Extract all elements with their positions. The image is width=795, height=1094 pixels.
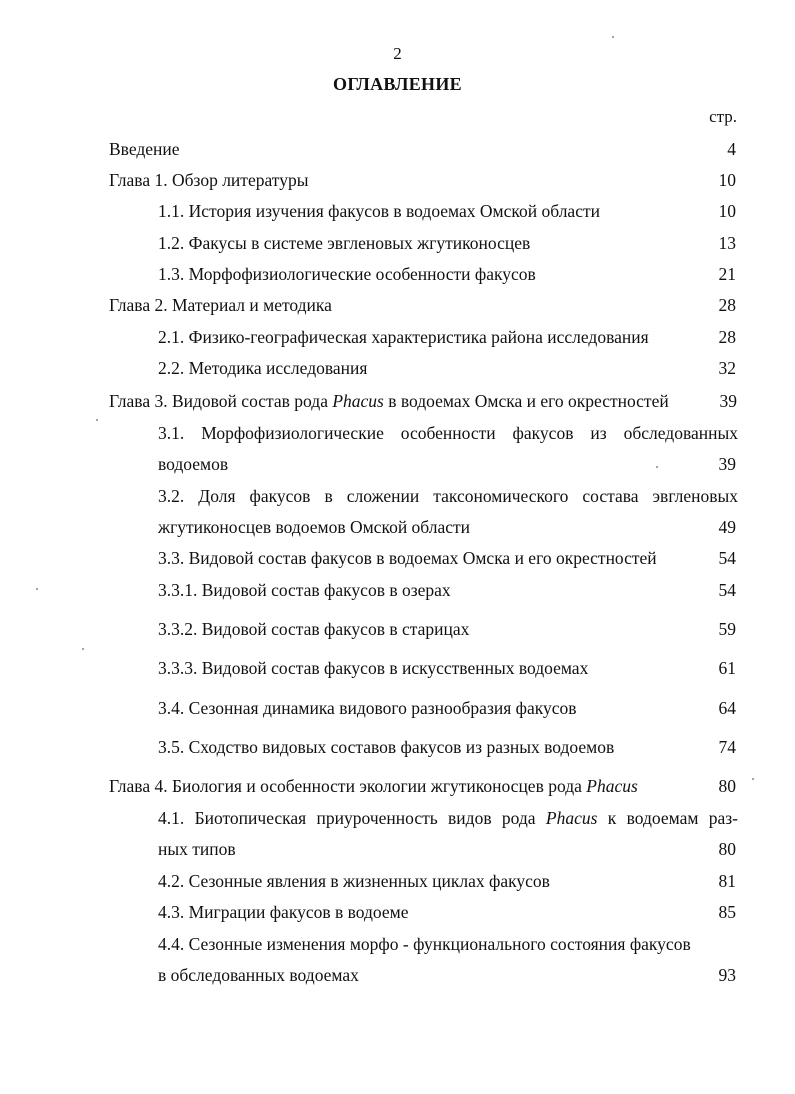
toc-entry-page: 32	[718, 358, 736, 378]
toc-entry-page: 85	[718, 902, 736, 922]
toc-entry	[0, 696, 795, 720]
scan-speck	[96, 419, 98, 421]
toc-entry	[0, 617, 795, 641]
toc-entry-title: 3.3.2. Видовой состав факусов в старицах	[158, 619, 470, 639]
toc-entry	[0, 932, 795, 956]
toc-entry-title-line2: водоемов	[158, 454, 229, 474]
toc-entry-page: 61	[718, 658, 736, 678]
toc-entry	[0, 421, 795, 445]
toc-entry	[0, 484, 795, 508]
toc-entry-title: 3.2. Доля факусов в сложении таксономического состава эвгленовых	[158, 486, 738, 506]
toc-entry-page: 28	[718, 295, 736, 315]
pages-column-label: стр.	[709, 107, 737, 126]
toc-entry-page: 10	[718, 201, 736, 221]
scan-speck	[752, 778, 754, 780]
toc-entry	[0, 168, 795, 192]
toc-entry	[0, 806, 795, 830]
toc-entry-page: 39	[718, 454, 736, 474]
toc-entry-continuation	[0, 515, 795, 539]
toc-entry-page: 80	[718, 776, 736, 796]
toc-entry	[0, 137, 795, 161]
toc-entry-title: 3.5. Сходство видовых составов факусов из разных водоемов	[158, 737, 615, 757]
toc-entry	[0, 656, 795, 680]
toc-entry-title: Глава 4. Биология и особенности экологии жгутиконосцев рода Phacus	[109, 776, 638, 796]
toc-entry-title: 3.3.3. Видовой состав факусов в искусственных водоемах	[158, 658, 589, 678]
toc-entry-page: 54	[718, 548, 736, 568]
toc-entry-title: 4.1. Биотопическая приуроченность видов рода Phacus к водоемам раз-	[158, 808, 738, 828]
toc-entry	[0, 293, 795, 317]
toc-entry-title: 2.1. Физико-географическая характеристика района исследования	[158, 327, 649, 347]
page-title: ОГЛАВЛЕНИЕ	[333, 74, 462, 94]
toc-entry-title: 3.3. Видовой состав факусов в водоемах Омска и его окрестностей	[158, 548, 657, 568]
toc-entry-title: 4.2. Сезонные явления в жизненных циклах факусов	[158, 871, 550, 891]
toc-entry-title: 1.1. История изучения факусов в водоемах Омской области	[158, 201, 600, 221]
toc-entry-page: 64	[718, 698, 736, 718]
toc-entry	[0, 900, 795, 924]
toc-entry-continuation	[0, 452, 795, 476]
toc-entry	[0, 356, 795, 380]
toc-entry-page: 28	[718, 327, 736, 347]
genus-name: Phacus	[586, 776, 638, 796]
toc-entry-title: 3.4. Сезонная динамика видового разнообразия факусов	[158, 698, 577, 718]
toc-entry-page: 80	[718, 839, 736, 859]
toc-entry-title: Введение	[109, 139, 180, 159]
toc-entry-page: 59	[718, 619, 736, 639]
toc-entry	[0, 869, 795, 893]
toc-entry-title-line2: в обследованных водоемах	[158, 965, 359, 985]
toc-entry-title: 4.4. Сезонные изменения морфо - функционального состояния факусов	[158, 934, 691, 954]
genus-name: Phacus	[332, 391, 384, 411]
toc-entry-title: 1.3. Морфофизиологические особенности факусов	[158, 264, 536, 284]
toc-entry-title-line2: ных типов	[158, 839, 236, 859]
toc-entry-continuation	[0, 963, 795, 987]
toc-entry-title: 2.2. Методика исследования	[158, 358, 368, 378]
toc-entry-page: 13	[718, 233, 736, 253]
toc-entry-page: 49	[718, 517, 736, 537]
toc-entry	[0, 578, 795, 602]
toc-entry-page: 4	[727, 139, 736, 159]
toc-entry-title: 3.1. Морфофизиологические особенности факусов из обследованных	[158, 423, 738, 443]
toc-entry	[0, 735, 795, 759]
toc-entry-page: 39	[719, 391, 737, 411]
toc-entry-continuation	[0, 837, 795, 861]
toc-entry	[0, 546, 795, 570]
toc-entry-title: Глава 1. Обзор литературы	[109, 170, 309, 190]
scan-speck	[612, 36, 614, 38]
toc-entry	[0, 389, 795, 413]
toc-entry-title-line2: жгутиконосцев водоемов Омской области	[158, 517, 471, 537]
toc-entry-page: 10	[718, 170, 736, 190]
toc-entry-page: 21	[718, 264, 736, 284]
scan-speck	[656, 466, 658, 468]
toc-entry	[0, 199, 795, 223]
toc-entry-page: 54	[718, 580, 736, 600]
scan-speck	[82, 648, 84, 650]
toc-entry-page: 81	[718, 871, 736, 891]
toc-entry	[0, 262, 795, 286]
toc-entry-title: 4.3. Миграции факусов в водоеме	[158, 902, 409, 922]
toc-entry	[0, 325, 795, 349]
toc-entry-page: 93	[718, 965, 736, 985]
toc-entry	[0, 231, 795, 255]
genus-name: Phacus	[545, 808, 598, 828]
toc-entry-title: Глава 2. Материал и методика	[109, 295, 332, 315]
toc-entry-title: 3.3.1. Видовой состав факусов в озерах	[158, 580, 451, 600]
toc-entry-title: Глава 3. Видовой состав рода Phacus в водоемах Омска и его окрестностей	[109, 391, 669, 411]
toc-entry	[0, 774, 795, 798]
scan-speck	[36, 588, 38, 590]
page-number: 2	[393, 44, 402, 63]
toc-entry-title: 1.2. Факусы в системе эвгленовых жгутиконосцев	[158, 233, 531, 253]
toc-entry-page: 74	[718, 737, 736, 757]
